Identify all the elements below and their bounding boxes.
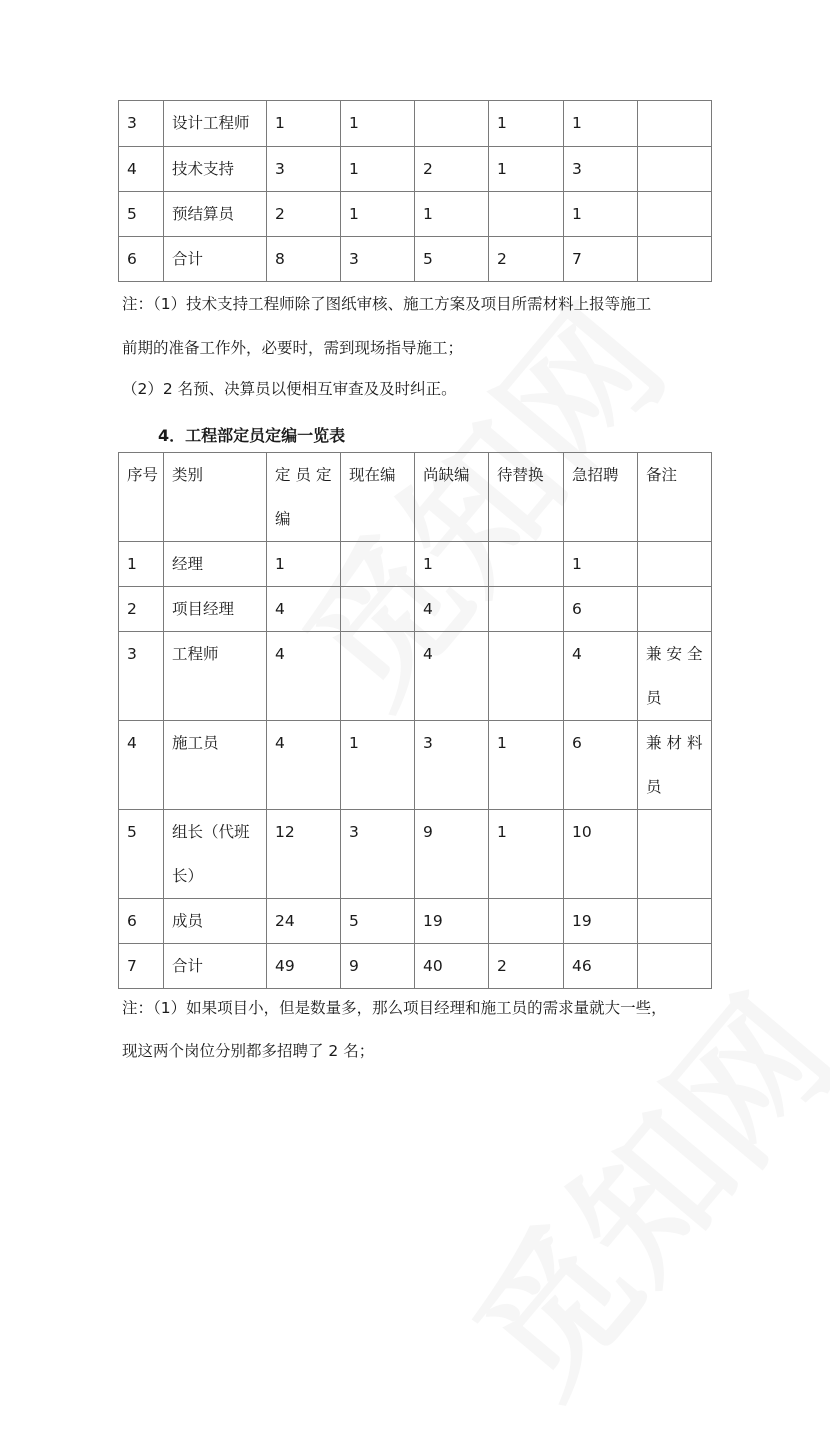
cell: 兼材料员 [638, 721, 712, 810]
cell: 1 [267, 542, 341, 587]
cell: 7 [119, 944, 164, 989]
cell: 设计工程师 [164, 101, 267, 147]
cell: 6 [119, 237, 164, 282]
cell: 3 [564, 147, 638, 192]
cell [341, 542, 415, 587]
cell: 24 [267, 899, 341, 944]
cell [341, 632, 415, 721]
header-cell: 定员定编 [267, 453, 341, 542]
table-row [119, 147, 712, 192]
cell: 1 [415, 192, 489, 237]
cell: 1 [564, 192, 638, 237]
note-line: 注：（1）如果项目小，但是数量多，那么项目经理和施工员的需求量就大一些， [122, 999, 667, 1017]
cell [489, 542, 564, 587]
cell: 4 [119, 147, 164, 192]
cell [638, 542, 712, 587]
table-row [119, 810, 712, 899]
cell: 1 [341, 101, 415, 147]
cell: 兼安全员 [638, 632, 712, 721]
cell: 工程师 [164, 632, 267, 721]
cell [638, 147, 712, 192]
table-row [119, 587, 712, 632]
header-cell: 备注 [638, 453, 712, 542]
cell: 3 [119, 101, 164, 147]
staffing-quota-table [118, 452, 712, 989]
table-row [119, 632, 712, 721]
cell: 3 [415, 721, 489, 810]
cell: 3 [341, 810, 415, 899]
cell: 1 [489, 101, 564, 147]
cell: 40 [415, 944, 489, 989]
cell: 12 [267, 810, 341, 899]
cell: 19 [564, 899, 638, 944]
cell: 4 [564, 632, 638, 721]
cell: 9 [415, 810, 489, 899]
header-cell: 类别 [164, 453, 267, 542]
cell: 2 [489, 944, 564, 989]
table-row [119, 237, 712, 282]
cell: 1 [415, 542, 489, 587]
cell: 施工员 [164, 721, 267, 810]
cell: 8 [267, 237, 341, 282]
cell: 3 [267, 147, 341, 192]
cell [341, 587, 415, 632]
cell: 组长（代班长） [164, 810, 267, 899]
cell: 6 [564, 721, 638, 810]
cell [638, 237, 712, 282]
table-row [119, 899, 712, 944]
cell: 1 [489, 147, 564, 192]
cell: 4 [119, 721, 164, 810]
cell: 合计 [164, 944, 267, 989]
cell: 1 [341, 721, 415, 810]
header-cell: 现在编 [341, 453, 415, 542]
table-header-row [119, 453, 712, 542]
table-row [119, 101, 712, 147]
cell [638, 810, 712, 899]
cell [638, 944, 712, 989]
cell: 4 [267, 721, 341, 810]
note-line: 注：（1）技术支持工程师除了图纸审核、施工方案及项目所需材料上报等施工 [122, 295, 652, 313]
cell: 4 [267, 632, 341, 721]
cell: 经理 [164, 542, 267, 587]
cell: 5 [415, 237, 489, 282]
cell: 9 [341, 944, 415, 989]
cell: 6 [564, 587, 638, 632]
cell: 1 [489, 810, 564, 899]
note-line: （2）2 名预、决算员以便相互审查及及时纠正。 [122, 380, 457, 398]
cell: 1 [341, 192, 415, 237]
cell: 2 [119, 587, 164, 632]
table-row [119, 192, 712, 237]
cell: 2 [267, 192, 341, 237]
header-cell: 急招聘 [564, 453, 638, 542]
cell: 6 [119, 899, 164, 944]
cell: 4 [267, 587, 341, 632]
cell: 2 [489, 237, 564, 282]
cell: 1 [267, 101, 341, 147]
cell [489, 192, 564, 237]
cell: 1 [564, 542, 638, 587]
cell: 46 [564, 944, 638, 989]
cell [415, 101, 489, 147]
cell [638, 192, 712, 237]
table-row [119, 542, 712, 587]
cell: 成员 [164, 899, 267, 944]
cell: 4 [415, 632, 489, 721]
cell: 1 [341, 147, 415, 192]
cell: 10 [564, 810, 638, 899]
cell: 1 [564, 101, 638, 147]
cell: 技术支持 [164, 147, 267, 192]
cell: 1 [119, 542, 164, 587]
note-line: 现这两个岗位分别都多招聘了 2 名； [122, 1042, 375, 1060]
cell: 3 [341, 237, 415, 282]
watermark [418, 946, 830, 1430]
cell: 5 [119, 810, 164, 899]
staffing-table-continued [118, 100, 712, 282]
cell [638, 587, 712, 632]
cell [638, 899, 712, 944]
cell: 4 [415, 587, 489, 632]
cell [489, 899, 564, 944]
cell: 3 [119, 632, 164, 721]
table-row [119, 944, 712, 989]
cell: 5 [341, 899, 415, 944]
cell [489, 587, 564, 632]
cell: 5 [119, 192, 164, 237]
cell: 1 [489, 721, 564, 810]
cell: 2 [415, 147, 489, 192]
cell: 49 [267, 944, 341, 989]
note-line: 前期的准备工作外，必要时，需到现场指导施工； [122, 339, 464, 357]
cell: 合计 [164, 237, 267, 282]
cell: 预结算员 [164, 192, 267, 237]
cell [638, 101, 712, 147]
table-row [119, 721, 712, 810]
cell [489, 632, 564, 721]
cell: 7 [564, 237, 638, 282]
header-cell: 尚缺编 [415, 453, 489, 542]
cell: 19 [415, 899, 489, 944]
header-cell: 待替换 [489, 453, 564, 542]
cell: 项目经理 [164, 587, 267, 632]
section-heading: 4．工程部定员定编一览表 [158, 426, 346, 445]
header-cell: 序号 [119, 453, 164, 542]
